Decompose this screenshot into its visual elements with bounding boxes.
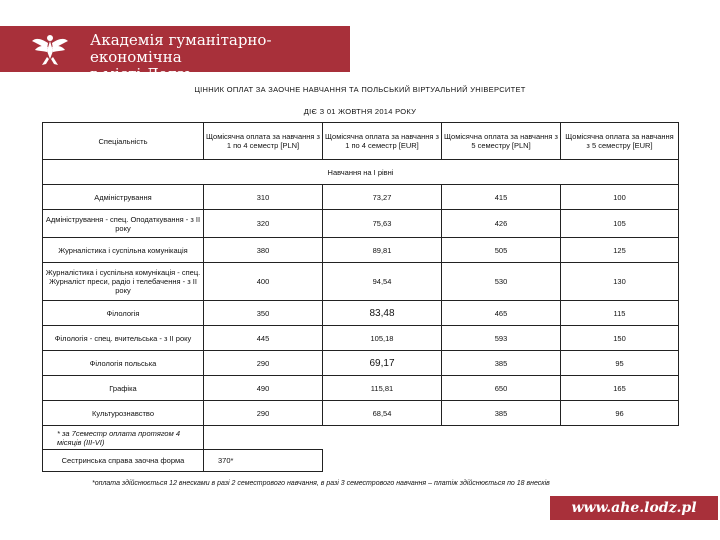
header-banner (0, 26, 350, 83)
specialty-cell: Філологія (43, 301, 204, 326)
page-subtitle: ДІЄ З 01 ЖОВТНЯ 2014 РОКУ (303, 107, 417, 116)
price-cell: 150 (561, 326, 679, 351)
price-cell: 105 (561, 210, 679, 238)
price-cell: 73,27 (323, 185, 442, 210)
page-title: ЦІННИК ОПЛАТ ЗА ЗАОЧНЕ НАВЧАННЯ ТА ПОЛЬСЬКИЙ ВІРТУАЛЬНИЙ УНІВЕРСИТЕТ (194, 85, 526, 94)
price-cell: 445 (204, 326, 323, 351)
table-row (43, 301, 679, 326)
price-cell: 105,18 (323, 326, 442, 351)
header-cell: Щомісячна оплата за навчання з 1 по 4 семестр [EUR] (323, 123, 442, 160)
price-cell: 100 (561, 185, 679, 210)
table-row (43, 326, 679, 351)
academy-name-line1: Академія гуманітарно-економічна (90, 31, 272, 66)
price-cell: 75,63 (323, 210, 442, 238)
price-cell: 385 (442, 351, 561, 376)
price-cell: 385 (442, 401, 561, 426)
price-cell: 165 (561, 376, 679, 401)
table-row (43, 238, 679, 263)
section-label: Навчання на І рівні (43, 160, 679, 185)
price-cell: 593 (442, 326, 561, 351)
price-cell: 350 (204, 301, 323, 326)
specialty-cell: Філологія польська (43, 351, 204, 376)
price-cell: 130 (561, 263, 679, 301)
price-cell: 465 (442, 301, 561, 326)
price-cell: 415 (442, 185, 561, 210)
academy-name-line2: в місті Лодзь (90, 65, 194, 83)
specialty-cell: Філологія - спец. вчительська - з ІІ року (43, 326, 204, 351)
specialty-cell: Адміністрування (43, 185, 204, 210)
footnote: *оплата здійснюється 12 внесками в разі 2 семестрового навчання, в разі 3 семестрового навчання – платіж здійснюється по 18 внесків (92, 480, 550, 487)
price-cell: 530 (442, 263, 561, 301)
price-cell: 290 (204, 351, 323, 376)
price-cell: 310 (204, 185, 323, 210)
table-row (43, 401, 679, 426)
specialty-cell: Сестринська справа заочна форма (43, 450, 204, 472)
price-cell: 69,17 (323, 351, 442, 376)
price-table (42, 122, 679, 472)
table-row (43, 351, 679, 376)
specialty-cell: Журналістика і суспільна комунікація - спец. Журналіст преси, радіо і телебачення - з ІІ року (43, 263, 204, 301)
url-banner (550, 496, 718, 520)
table-header-row (43, 123, 679, 160)
price-cell: 650 (442, 376, 561, 401)
table-row (43, 185, 679, 210)
header-cell: Щомісячна оплата за навчання з 5 семестру [EUR] (561, 123, 679, 160)
section-row (43, 160, 679, 185)
table-row (43, 376, 679, 401)
eagle-logo-icon (30, 29, 70, 69)
price-cell: 96 (561, 401, 679, 426)
price-cell: 95 (561, 351, 679, 376)
price-cell: 290 (204, 401, 323, 426)
price-cell: 400 (204, 263, 323, 301)
price-cell: 490 (204, 376, 323, 401)
table-row (43, 263, 679, 301)
specialty-cell: Журналістика і суспільна комунікація (43, 238, 204, 263)
note-cell: * за 7семестр оплата протягом 4 місяців (ІІІ-VI) (43, 426, 204, 450)
price-cell: 426 (442, 210, 561, 238)
header-cell: Щомісячна оплата за навчання з 5 семестру [PLN] (442, 123, 561, 160)
price-cell: 94,54 (323, 263, 442, 301)
price-cell: 83,48 (323, 301, 442, 326)
note-row (43, 426, 679, 450)
header-cell: Спеціальність (43, 123, 204, 160)
specialty-cell: Адміністрування - спец. Оподаткування - з ІІ року (43, 210, 204, 238)
price-cell: 89,81 (323, 238, 442, 263)
table-row (43, 450, 679, 472)
academy-name (90, 32, 350, 83)
table-row (43, 210, 679, 238)
website-url[interactable]: www.ahe.lodz.pl (571, 500, 697, 516)
header-cell: Щомісячна оплата за навчання з 1 по 4 семестр [PLN] (204, 123, 323, 160)
price-cell: 115 (561, 301, 679, 326)
specialty-cell: Графіка (43, 376, 204, 401)
price-cell: 320 (204, 210, 323, 238)
price-cell: 370* (204, 450, 323, 472)
price-cell: 115,81 (323, 376, 442, 401)
price-cell: 505 (442, 238, 561, 263)
price-cell: 68,54 (323, 401, 442, 426)
price-cell: 125 (561, 238, 679, 263)
specialty-cell: Культурознавство (43, 401, 204, 426)
price-cell: 380 (204, 238, 323, 263)
